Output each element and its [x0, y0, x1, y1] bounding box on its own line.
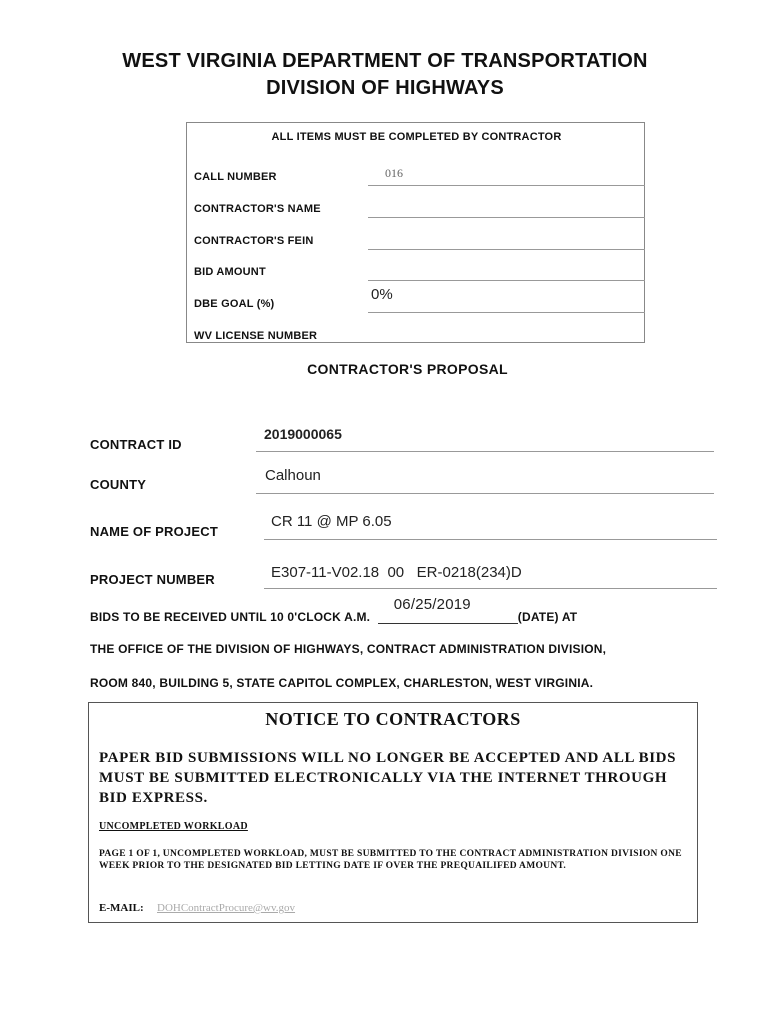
contract-id-line	[256, 451, 714, 452]
document-subtitle: DIVISION OF HIGHWAYS	[266, 77, 504, 99]
wv-license-label: WV LICENSE NUMBER	[194, 330, 318, 342]
project-name-line	[264, 539, 717, 540]
county-value: Calhoun	[265, 467, 321, 484]
uncompleted-workload-heading: UNCOMPLETED WORKLOAD	[99, 821, 248, 832]
call-number-label: CALL NUMBER	[194, 171, 277, 183]
contractor-fein-field[interactable]	[368, 249, 645, 250]
call-number-value[interactable]: 016	[385, 166, 403, 180]
email-label: E-MAIL:	[99, 902, 144, 914]
contract-id-label: CONTRACT ID	[90, 437, 182, 452]
bids-received-text	[90, 596, 578, 624]
bids-received-suffix: (DATE) AT	[517, 610, 578, 624]
bid-amount-label: BID AMOUNT	[194, 266, 266, 278]
proposal-heading: CONTRACTOR'S PROPOSAL	[307, 361, 508, 377]
email-link[interactable]: DOHContractProcure@wv.gov	[157, 902, 296, 914]
notice-title: NOTICE TO CONTRACTORS	[265, 709, 521, 729]
contractor-name-field[interactable]	[368, 217, 645, 218]
contractor-info-box	[186, 122, 645, 343]
dbe-goal-label: DBE GOAL (%)	[194, 298, 275, 310]
project-number-value: E307-11-V02.18 00 ER-0218(234)D	[271, 564, 522, 581]
project-number-line	[264, 588, 717, 589]
bid-amount-field[interactable]	[368, 280, 645, 281]
contractor-box-heading: ALL ITEMS MUST BE COMPLETED BY CONTRACTOR	[271, 131, 562, 143]
contractor-name-label: CONTRACTOR'S NAME	[194, 203, 321, 215]
contractor-fein-label: CONTRACTOR'S FEIN	[194, 235, 314, 247]
notice-box	[88, 702, 698, 923]
document-title: WEST VIRGINIA DEPARTMENT OF TRANSPORTATION	[122, 50, 648, 72]
project-number-label: PROJECT NUMBER	[90, 572, 215, 587]
office-line-2: ROOM 840, BUILDING 5, STATE CAPITOL COMPLEX, CHARLESTON, WEST VIRGINIA.	[90, 676, 594, 690]
county-line	[256, 493, 714, 494]
project-name-value: CR 11 @ MP 6.05	[271, 513, 392, 530]
uncompleted-workload-text: PAGE 1 OF 1, UNCOMPLETED WORKLOAD, MUST BE SUBMITTED TO THE CONTRACT ADMINISTRATION DIVISION ONE WEEK PRIOR TO THE DESIGNATED BID LETTING DATE IF OVER THE PREQUAILIFED AMOUNT.	[99, 849, 682, 871]
project-name-label: NAME OF PROJECT	[90, 524, 218, 539]
notice-body: PAPER BID SUBMISSIONS WILL NO LONGER BE ACCEPTED AND ALL BIDS MUST BE SUBMITTED ELECTRONICALLY VIA THE INTERNET THROUGH BID EXPRESS.	[99, 750, 677, 806]
bids-received-prefix: BIDS TO BE RECEIVED UNTIL 10 0'CLOCK A.M.	[90, 610, 371, 624]
office-line-1: THE OFFICE OF THE DIVISION OF HIGHWAYS, CONTRACT ADMINISTRATION DIVISION,	[90, 642, 607, 656]
call-number-line	[368, 185, 645, 186]
dbe-goal-value[interactable]: 0%	[371, 286, 393, 303]
bid-date-value: 06/25/2019	[393, 596, 471, 613]
contract-id-value: 2019000065	[264, 426, 342, 442]
dbe-goal-line	[368, 312, 645, 313]
bid-date-blank	[378, 596, 518, 624]
county-label: COUNTY	[90, 477, 147, 492]
